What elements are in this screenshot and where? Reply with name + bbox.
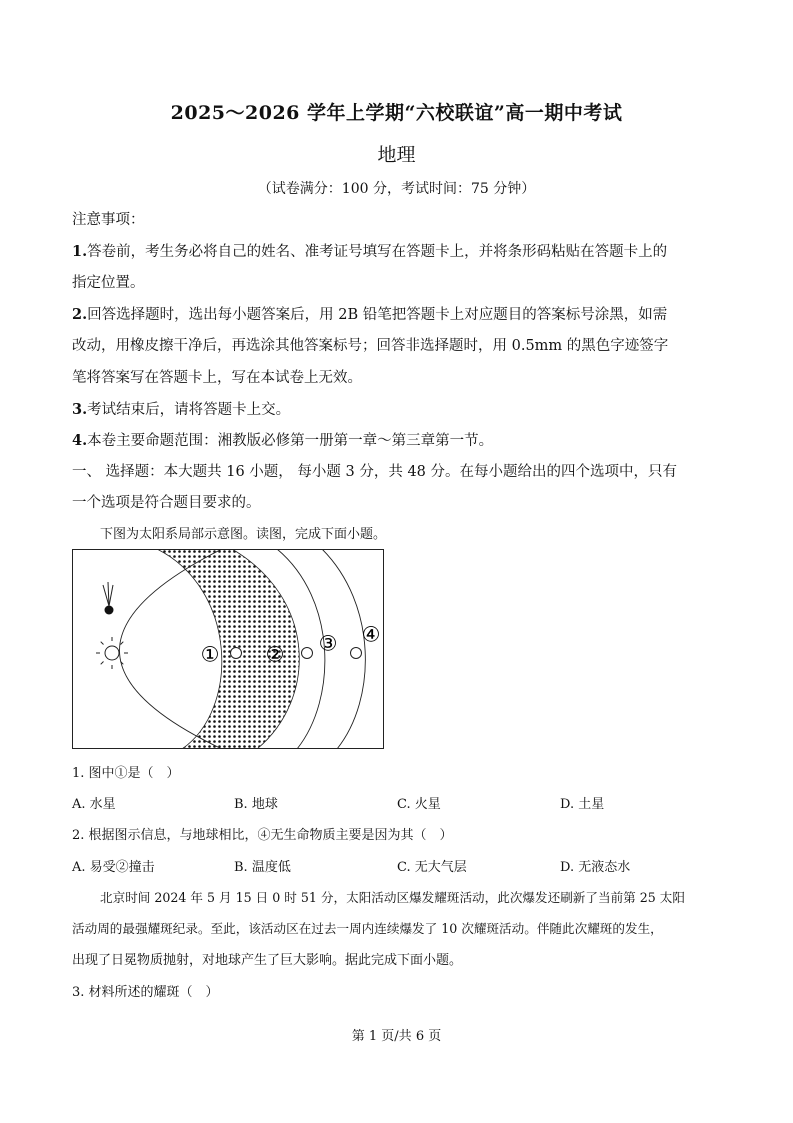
question-2-option-d[interactable]: D. 无液态水: [560, 860, 631, 875]
note-3-text: 考试结束后，请将答题卡上交。: [87, 402, 291, 418]
question-1-option-a[interactable]: A. 水星: [72, 797, 116, 812]
intro-2-line-2: 活动周的最强耀斑纪录。至此，该活动区在过去一周内连续爆发了 10 次耀斑活动。伴随此次耀斑的发生，: [72, 921, 663, 936]
question-2-option-a[interactable]: A. 易受②撞击: [72, 860, 155, 875]
question-2-stem: 2. 根据图示信息，与地球相比，④无生命物质主要是因为其（ ）: [72, 828, 453, 843]
figure-label-4: ④: [361, 622, 381, 647]
page-footer: 第 1 页/共 6 页: [351, 1029, 442, 1044]
figure-label-2: ②: [265, 642, 285, 667]
section-1-line-2: 一个选项是符合题目要求的。: [72, 495, 261, 511]
question-1-option-b[interactable]: B. 地球: [234, 797, 278, 812]
note-4-number: 4.: [72, 432, 88, 449]
comet-icon: [103, 582, 114, 615]
solar-system-figure: [72, 549, 384, 749]
question-1-option-d[interactable]: D. 土星: [560, 797, 605, 812]
question-2-option-b[interactable]: B. 温度低: [234, 860, 291, 875]
planet-1: [231, 648, 242, 659]
figure-label-3: ③: [318, 631, 338, 656]
intro-2-line-3: 出现了日冕物质抛射，对地球产生了巨大影响。据此完成下面小题。: [72, 953, 463, 968]
note-2-line-3: 笔将答案写在答题卡上，写在本试卷上无效。: [72, 370, 362, 386]
figure-label-1: ①: [200, 642, 220, 667]
note-2-number: 2.: [72, 306, 88, 323]
question-1-stem: 1. 图中①是（ ）: [72, 766, 180, 781]
sun-icon: [96, 637, 128, 669]
planet-2: [302, 648, 313, 659]
question-3-stem: 3. 材料所述的耀斑（ ）: [72, 985, 219, 1000]
exam-title: 2025～2026 学年上学期“六校联谊”高一期中考试: [170, 102, 623, 124]
note-4-text: 本卷主要命题范围：湘教版必修第一册第一章～第三章第一节。: [87, 433, 494, 449]
note-2-line-1: [72, 303, 667, 324]
planet-3: [351, 648, 362, 659]
note-2-text: 回答选择题时，选出每小题答案后，用 2B 铅笔把答题卡上对应题目的答案标号涂黑，如需: [87, 307, 668, 323]
note-1-number: 1.: [72, 243, 88, 260]
notes-heading: 注意事项：: [72, 212, 145, 228]
exam-subject: 地理: [377, 144, 416, 166]
question-2-option-c[interactable]: C. 无大气层: [397, 860, 467, 875]
note-3-line-1: [72, 398, 290, 419]
intro-2-line-1: 北京时间 2024 年 5 月 15 日 0 时 51 分，太阳活动区爆发耀斑活动，此次爆发还刷新了当前第 25 太阳: [100, 890, 685, 905]
note-2-line-2: 改动，用橡皮擦干净后，再选涂其他答案标号；回答非选择题时，用 0.5mm 的黑色字迹签字: [72, 338, 669, 354]
exam-meta: （试卷满分：100 分，考试时间：75 分钟）: [257, 181, 536, 197]
note-1-text: 答卷前，考生务必将自己的姓名、准考证号填写在答题卡上，并将条形码粘贴在答题卡上的: [87, 244, 668, 260]
question-1-option-c[interactable]: C. 火星: [397, 797, 441, 812]
note-3-number: 3.: [72, 401, 88, 418]
note-1-line-2: 指定位置。: [72, 275, 145, 291]
intro-1: 下图为太阳系局部示意图。读图，完成下面小题。: [100, 527, 387, 542]
note-1-line-1: [72, 240, 667, 261]
section-1-line-1: 一、 选择题：本大题共 16 小题， 每小题 3 分，共 48 分。在每小题给出的四个选项中，只有: [72, 464, 677, 480]
note-4-line-1: [72, 429, 493, 450]
